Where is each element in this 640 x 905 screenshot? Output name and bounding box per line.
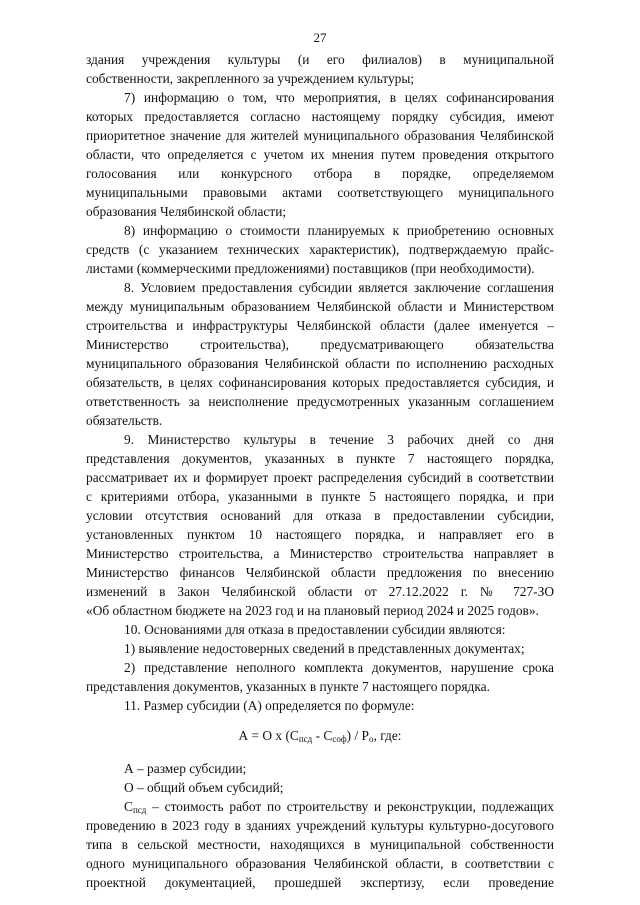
text-line: строительства и инфраструктуры Челябинской области (далее именуется –: [86, 318, 554, 333]
text-line: Министерство строительства, а Министерство строительства направляет в: [86, 546, 554, 561]
text-line: голосования или конкурсного отбора в порядке, определяемом: [86, 166, 554, 181]
text-line: проектной документацией, прошедшей экспертизу, если проведение: [86, 875, 554, 890]
text-line: области, что определяется с учетом их мнения путем проведения открытого: [86, 147, 554, 162]
text-line: ответственность за неисполнение предусмотренных указанным соглашением: [86, 394, 554, 409]
text-line: 8. Условием предоставления субсидии является заключение соглашения: [124, 280, 554, 295]
text-line: 9. Министерство культуры в течение 3 рабочих дней со дня: [124, 432, 554, 447]
text-line: 7) информацию о том, что мероприятия, в целях софинансирования: [124, 90, 554, 105]
text-line: муниципального образования Челябинской области по исполнению расходных: [86, 356, 554, 371]
text-line: с критериями отбора, указанными в пункте 5 настоящего порядка, и при: [86, 489, 554, 504]
text-line: муниципальными правовыми актами соответствующего муниципального: [86, 185, 554, 200]
text-line: представления документов, указанных в пункте 7 настоящего порядка.: [86, 679, 490, 694]
text-line: средств (с указанием технических характеристик), подтверждаемую прайс-: [86, 242, 554, 257]
text-line: Министерство строительства), предусматривающего обязательства: [86, 337, 554, 352]
text-line: 2) представление неполного комплекта документов, нарушение срока: [124, 660, 554, 675]
definition-line: О – общий объем субсидий;: [124, 780, 284, 795]
text-line: приоритетное значение для жителей муниципального образования Челябинской: [86, 128, 554, 143]
text-line: обязательств.: [86, 413, 163, 428]
text-line: условии отсутствия оснований для отказа в предоставлении субсидии,: [86, 508, 554, 523]
text-line: «Об областном бюджете на 2023 год и на плановый период 2024 и 2025 годов».: [86, 603, 539, 618]
text-line: здания учреждения культуры (и его филиалов) в муниципальной: [86, 52, 554, 67]
text-line: которых предоставляется согласно настоящему порядку субсидия, имеют: [86, 109, 554, 124]
text-line: 1) выявление недостоверных сведений в представленных документах;: [124, 641, 525, 656]
formula: А = О х $(С_{псд} - С_{соф}) / Р_о$, где:: [238, 728, 402, 744]
definition-line: $С_{псд}$ – стоимость работ по строительству и реконструкции, подлежащих: [124, 799, 554, 815]
text-line: листами (коммерческими предложениями) поставщиков (при необходимости).: [86, 261, 535, 276]
definition-line: А – размер субсидии;: [124, 761, 247, 776]
text-line: типа в сельской местности, находящихся в муниципальной собственности: [86, 837, 554, 852]
text-line: рассматривает их и формирует проект распределения субсидий в соответствии: [86, 470, 554, 485]
text-line: Министерство финансов Челябинской области предложения по внесению: [86, 565, 554, 580]
text-line: представления документов, указанных в пункте 7 настоящего порядка,: [86, 451, 554, 466]
text-line: 8) информацию о стоимости планируемых к приобретению основных: [124, 223, 554, 238]
text-line: собственности, закрепленного за учреждением культуры;: [86, 71, 415, 86]
text-line: 11. Размер субсидии (А) определяется по формуле:: [124, 698, 415, 713]
text-line: между муниципальным образованием Челябинской области и Министерством: [86, 299, 554, 314]
text-line: образования Челябинской области;: [86, 204, 287, 219]
text-line: установленных пунктом 10 настоящего порядка, и направляет его в: [86, 527, 554, 542]
text-line: 10. Основаниями для отказа в предоставлении субсидии являются:: [124, 622, 506, 637]
text-line: изменений в Закон Челябинской области от 27.12.2022 г. № 727-ЗО: [86, 584, 554, 599]
text-line: проведению в 2023 году в зданиях учреждений культуры культурно-досугового: [86, 818, 554, 833]
text-line: одного муниципального образования Челябинской области, в соответствии с: [86, 856, 554, 871]
text-line: обязательств, в целях софинансирования которых предоставляется субсидия, и: [86, 375, 554, 390]
document-body: [86, 50, 554, 892]
page-number: 27: [313, 30, 327, 45]
